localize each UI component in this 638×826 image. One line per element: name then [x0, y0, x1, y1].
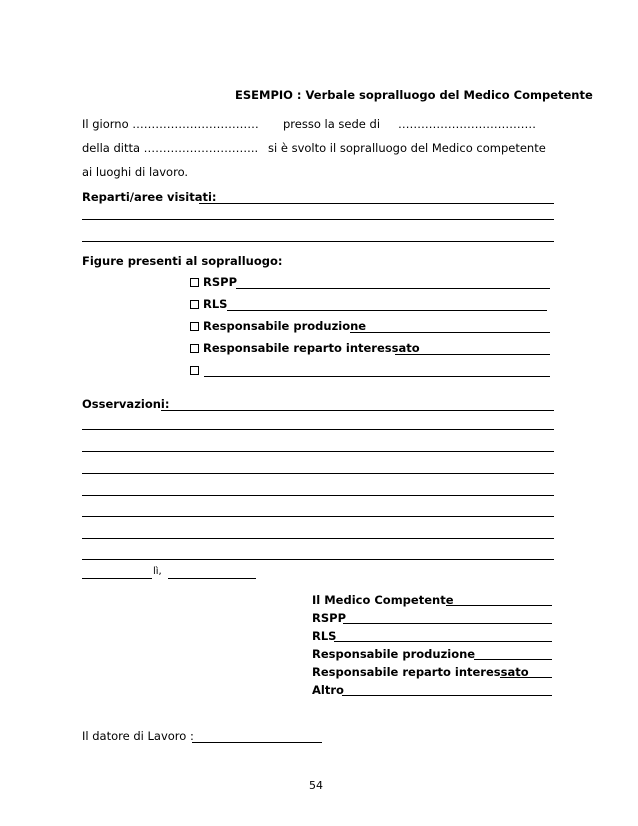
page-number: 54	[309, 779, 323, 792]
figure-item-label: Responsabile reparto interessato	[203, 341, 420, 355]
sig-altro-line[interactable]	[342, 695, 552, 696]
reparti-line-3[interactable]	[82, 241, 554, 242]
sig-rspp-label: RSPP	[312, 611, 346, 625]
intro-sede-dots: ………………………………	[398, 117, 536, 131]
figure-item-label: RLS	[203, 297, 228, 311]
osservazioni-line-6[interactable]	[82, 516, 554, 517]
reparti-label: Reparti/aree visitati:	[82, 190, 217, 204]
rls-fill-line[interactable]	[227, 310, 547, 311]
sig-rspp-line[interactable]	[343, 623, 552, 624]
figure-item-label: RSPP	[203, 275, 237, 289]
figure-item-resp-reparto[interactable]	[190, 341, 420, 355]
osservazioni-fill-line[interactable]	[161, 410, 554, 411]
osservazioni-line-4[interactable]	[82, 473, 554, 474]
resp-reparto-fill-line[interactable]	[395, 354, 550, 355]
other-fill-line[interactable]	[204, 376, 550, 377]
osservazioni-line-5[interactable]	[82, 495, 554, 496]
date-separator: lì,	[153, 566, 162, 577]
checkbox-rspp[interactable]	[190, 278, 199, 287]
sig-resp-reparto-line[interactable]	[500, 677, 552, 678]
document-title: ESEMPIO : Verbale sopralluogo del Medico Competente	[235, 88, 593, 102]
intro-luoghi-text: ai luoghi di lavoro.	[82, 165, 189, 179]
sig-resp-produzione-label: Responsabile produzione	[312, 647, 476, 661]
osservazioni-label: Osservazioni:	[82, 397, 170, 411]
sig-rls-line[interactable]	[334, 641, 552, 642]
checkbox-resp-reparto[interactable]	[190, 344, 199, 353]
rspp-fill-line[interactable]	[236, 288, 550, 289]
intro-ditta-text: della ditta ………………………...	[82, 141, 259, 155]
figure-item-rls[interactable]	[190, 297, 227, 311]
sig-resp-reparto-label: Responsabile reparto interessato	[312, 665, 529, 679]
resp-produzione-fill-line[interactable]	[350, 332, 550, 333]
osservazioni-line-7[interactable]	[82, 538, 554, 539]
figure-item-resp-produzione[interactable]	[190, 319, 366, 333]
date-fill-line[interactable]	[168, 578, 256, 579]
osservazioni-line-8[interactable]	[82, 559, 554, 560]
sig-altro-label: Altro	[312, 683, 344, 697]
sig-medico-competente-line[interactable]	[446, 605, 552, 606]
intro-date-text: Il giorno ……………………………	[82, 117, 259, 131]
reparti-line-2[interactable]	[82, 219, 554, 220]
figure-item-other[interactable]	[190, 363, 203, 377]
checkbox-other[interactable]	[190, 366, 199, 375]
sig-medico-competente-label: Il Medico Competente	[312, 593, 454, 607]
intro-presso-text: presso la sede di	[283, 117, 381, 131]
osservazioni-line-2[interactable]	[82, 429, 554, 430]
figure-item-rspp[interactable]	[190, 275, 237, 289]
reparti-fill-line[interactable]	[199, 203, 554, 204]
sig-resp-produzione-line[interactable]	[474, 659, 552, 660]
checkbox-resp-produzione[interactable]	[190, 322, 199, 331]
checkbox-rls[interactable]	[190, 300, 199, 309]
datore-label: Il datore di Lavoro :	[82, 729, 194, 743]
datore-fill-line[interactable]	[192, 742, 322, 743]
osservazioni-line-3[interactable]	[82, 451, 554, 452]
figure-label: Figure presenti al sopralluogo:	[82, 254, 283, 268]
sig-rls-label: RLS	[312, 629, 337, 643]
figure-item-label: Responsabile produzione	[203, 319, 367, 333]
place-fill-line[interactable]	[82, 578, 152, 579]
intro-sopralluogo-text: si è svolto il sopralluogo del Medico competente	[268, 141, 546, 155]
